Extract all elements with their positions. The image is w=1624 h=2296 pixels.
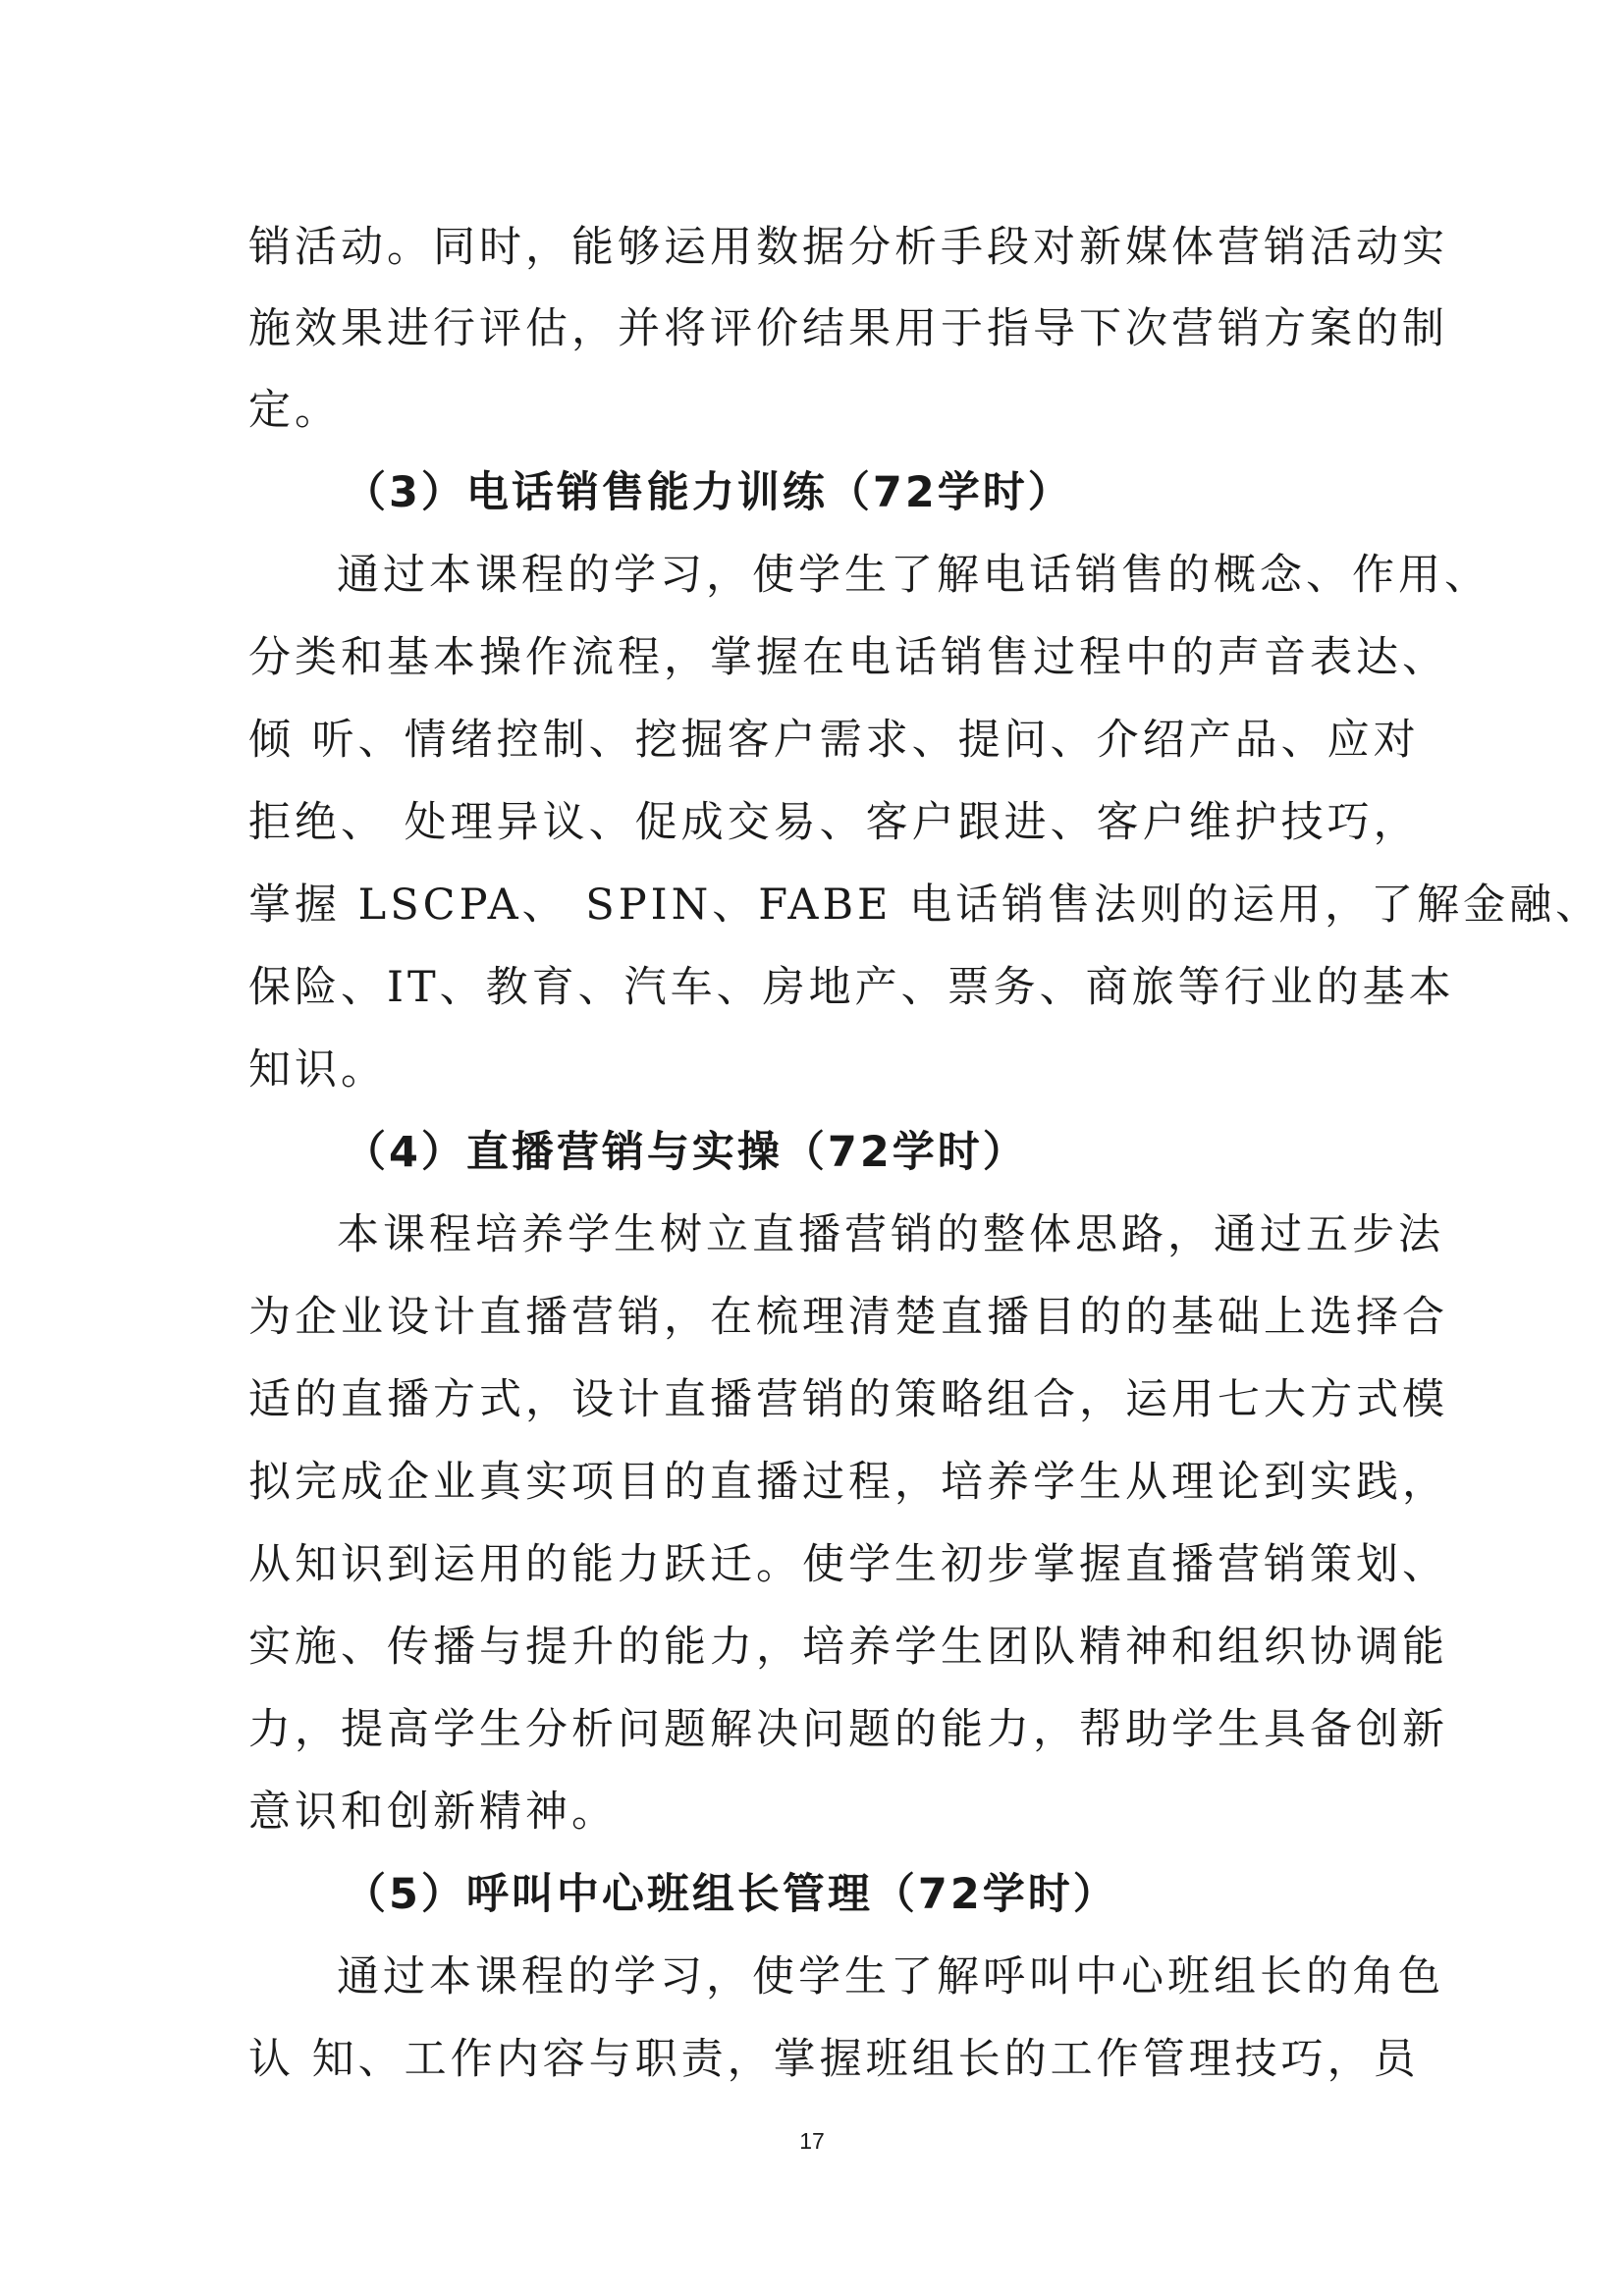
paragraph-line: 定。 — [248, 386, 341, 435]
paragraph-line: 知识。 — [248, 1045, 387, 1095]
paragraph-line: 销活动。同时，能够运用数据分析手段对新媒体营销活动实 — [248, 223, 1448, 272]
paragraph-line: 拟完成企业真实项目的直播过程，培养学生从理论到实践， — [248, 1458, 1448, 1507]
page-number: 17 — [799, 2128, 825, 2154]
paragraph-line: 倾 听、情绪控制、挖掘客户需求、提问、介绍产品、应对 — [248, 716, 1420, 765]
paragraph-line: 力，提高学生分析问题解决问题的能力，帮助学生具备创新 — [248, 1705, 1448, 1754]
section-heading-5: （5）呼叫中心班组长管理（72学时） — [344, 1870, 1118, 1919]
paragraph-line: 拒绝、 处理异议、促成交易、客户跟进、客户维护技巧， — [248, 798, 1420, 847]
paragraph-line: 意识和创新精神。 — [248, 1788, 618, 1837]
paragraph-line: 为企业设计直播营销，在梳理清楚直播目的的基础上选择合 — [248, 1293, 1448, 1342]
paragraph-line: 施效果进行评估，并将评价结果用于指导下次营销方案的制 — [248, 304, 1448, 353]
paragraph-line: 掌握 LSCPA、 SPIN、FABE 电话销售法则的运用，了解金融、 — [248, 881, 1602, 930]
paragraph-line: 本课程培养学生树立直播营销的整体思路，通过五步法 — [337, 1210, 1444, 1259]
section-heading-3: （3）电话销售能力训练（72学时） — [344, 468, 1073, 517]
paragraph-line: 通过本课程的学习，使学生了解呼叫中心班组长的角色 — [337, 1952, 1444, 2002]
paragraph-line: 适的直播方式，设计直播营销的策略组合，运用七大方式模 — [248, 1375, 1448, 1424]
paragraph-line: 实施、传播与提升的能力，培养学生团队精神和组织协调能 — [248, 1623, 1448, 1672]
paragraph-line: 保险、IT、教育、汽车、房地产、票务、商旅等行业的基本 — [248, 963, 1455, 1012]
paragraph-line: 认 知、工作内容与职责，掌握班组长的工作管理技巧，员 — [248, 2035, 1420, 2084]
paragraph-line: 通过本课程的学习，使学生了解电话销售的概念、作用、 — [337, 551, 1490, 600]
section-heading-4: （4）直播营销与实操（72学时） — [344, 1128, 1028, 1177]
paragraph-line: 分类和基本操作流程，掌握在电话销售过程中的声音表达、 — [248, 633, 1448, 682]
paragraph-line: 从知识到运用的能力跃迁。使学生初步掌握直播营销策划、 — [248, 1540, 1448, 1589]
